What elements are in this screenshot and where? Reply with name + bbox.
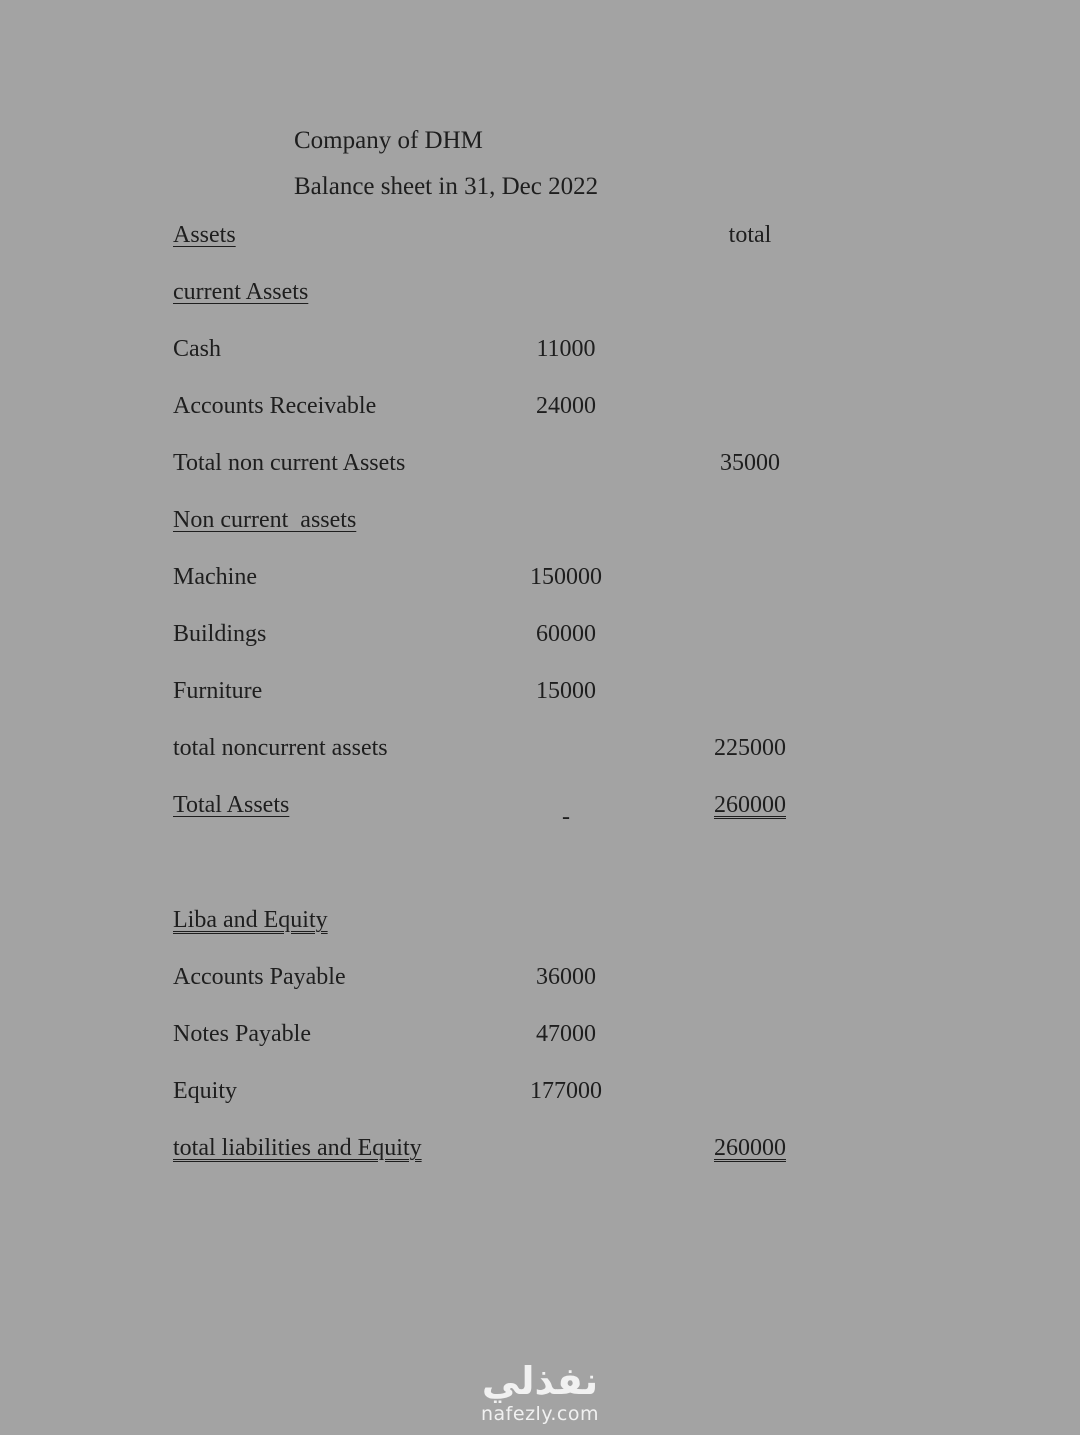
total-liabilities-equity-label: total liabilities and Equity <box>173 1135 422 1161</box>
line-item-amount: 11000 <box>536 336 596 362</box>
line-item-amount: 47000 <box>536 1021 596 1047</box>
noncurrent-assets-heading: Non current assets <box>173 507 357 533</box>
line-item-row <box>0 391 1080 421</box>
assets-heading: Assets <box>173 222 236 248</box>
line-item-label: Notes Payable <box>173 1021 311 1047</box>
line-item-label: Furniture <box>173 678 263 704</box>
noncurrent-assets-heading-row <box>0 505 1080 535</box>
subtotal-label: total noncurrent assets <box>173 735 388 761</box>
total-assets-value: 260000 <box>714 792 786 818</box>
total-liabilities-equity-value: 260000 <box>714 1135 786 1161</box>
current-assets-heading: current Assets <box>173 279 309 305</box>
line-item-amount: 36000 <box>536 964 596 990</box>
watermark-arabic-logo: نفذلي <box>481 1359 599 1403</box>
balance-sheet-subtitle: Balance sheet in 31, Dec 2022 <box>294 173 599 200</box>
subtotal-value: 225000 <box>714 735 786 761</box>
total-liabilities-equity-row <box>0 1133 1080 1163</box>
line-item-row <box>0 334 1080 364</box>
line-item-amount: 150000 <box>530 564 602 590</box>
subtotal-value: 35000 <box>720 450 780 476</box>
total-assets-row <box>0 790 1080 830</box>
line-item-label: Equity <box>173 1078 237 1104</box>
line-item-row <box>0 562 1080 592</box>
line-item-label: Buildings <box>173 621 267 647</box>
line-item-row <box>0 619 1080 649</box>
line-item-label: Accounts Receivable <box>173 393 377 419</box>
watermark-url: nafezly.com <box>481 1403 599 1425</box>
line-item-row <box>0 1076 1080 1106</box>
dash-mark: - <box>562 804 570 830</box>
liabilities-equity-heading: Liba and Equity <box>173 907 328 933</box>
total-column-heading: total <box>728 222 772 248</box>
company-title: Company of DHM <box>294 127 483 154</box>
line-item-label: Machine <box>173 564 257 590</box>
line-item-amount: 177000 <box>530 1078 602 1104</box>
liabilities-heading-row <box>0 905 1080 935</box>
total-assets-label: Total Assets <box>173 792 290 818</box>
line-item-amount: 24000 <box>536 393 596 419</box>
line-item-amount: 15000 <box>536 678 596 704</box>
line-item-amount: 60000 <box>536 621 596 647</box>
subtotal-label: Total non current Assets <box>173 450 406 476</box>
line-item-label: Accounts Payable <box>173 964 346 990</box>
line-item-row <box>0 1019 1080 1049</box>
current-assets-heading-row <box>0 277 1080 307</box>
current-assets-total-row <box>0 448 1080 478</box>
noncurrent-assets-total-row <box>0 733 1080 763</box>
nafezly-watermark <box>0 1360 1080 1426</box>
line-item-row <box>0 962 1080 992</box>
line-item-label: Cash <box>173 336 221 362</box>
line-item-row <box>0 676 1080 706</box>
assets-header-row <box>0 220 1080 250</box>
